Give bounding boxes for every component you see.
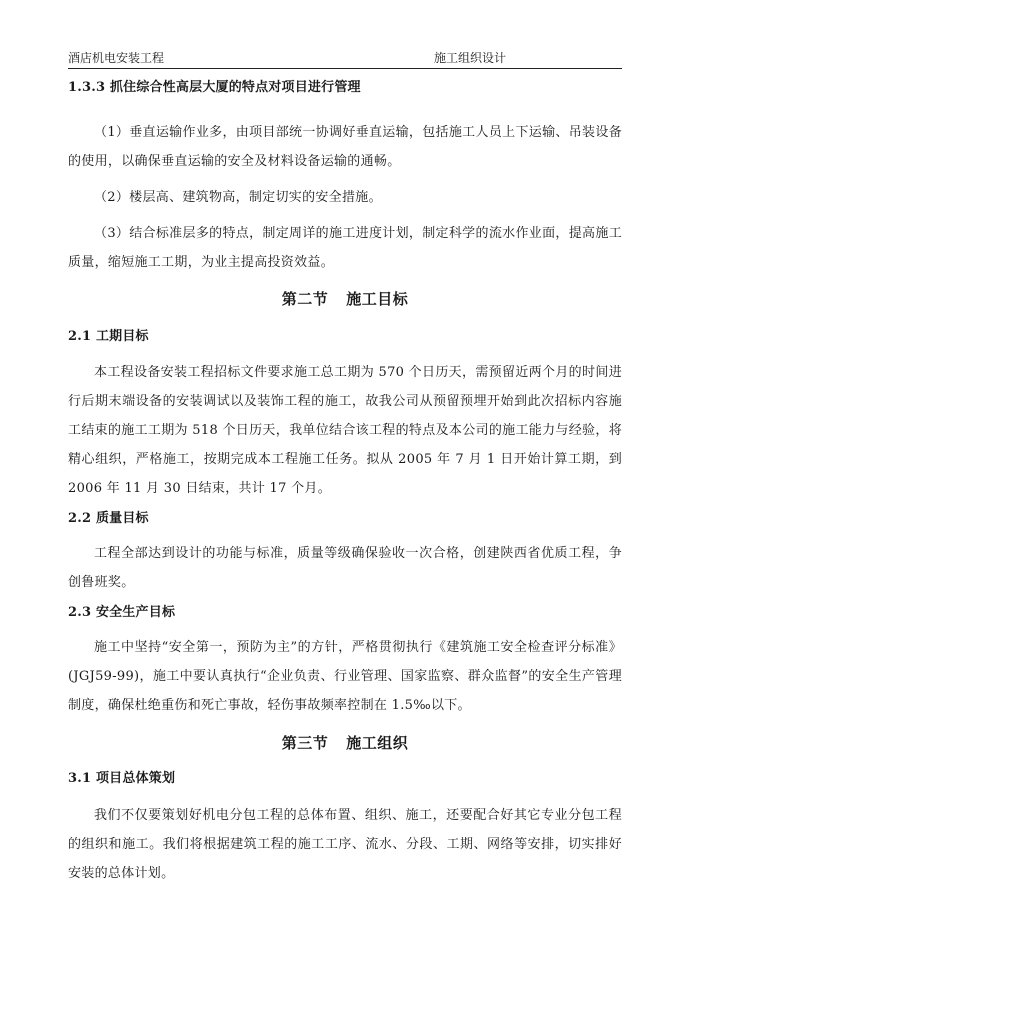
section-2-name: 施工目标 xyxy=(346,290,409,308)
heading-3-1: 3.1 项目总体策划 xyxy=(68,771,176,786)
header-document-type: 施工组织设计 xyxy=(434,51,507,65)
header-project-name: 酒店机电安装工程 xyxy=(68,51,165,65)
section-2-title xyxy=(68,287,622,311)
document-page xyxy=(68,48,622,888)
paragraph-1-3-3-item-1: （1）垂直运输作业多，由项目部统一协调好垂直运输，包括施工人员上下运输、吊装设备的使用，以确保垂直运输的安全及材料设备运输的通畅。 xyxy=(68,125,622,169)
section-3-title xyxy=(68,731,622,755)
section-2-number: 第二节 xyxy=(281,290,329,308)
heading-2-2: 2.2 质量目标 xyxy=(68,511,149,526)
heading-1-3-3: 1.3.3 抓住综合性高层大厦的特点对项目进行管理 xyxy=(68,80,361,95)
section-3-name: 施工组织 xyxy=(346,734,409,752)
paragraph-3-1: 我们不仅要策划好机电分包工程的总体布置、组织、施工，还要配合好其它专业分包工程的组织和施工。我们将根据建筑工程的施工工序、流水、分段、工期、网络等安排，切实排好安装的总体计划。 xyxy=(68,808,622,881)
heading-2-3: 2.3 安全生产目标 xyxy=(68,605,176,620)
heading-2-1: 2.1 工期目标 xyxy=(68,329,149,344)
paragraph-2-2: 工程全部达到设计的功能与标准，质量等级确保验收一次合格，创建陕西省优质工程，争创鲁班奖。 xyxy=(68,546,622,590)
page-header xyxy=(68,48,622,69)
section-3-number: 第三节 xyxy=(281,734,329,752)
paragraph-1-3-3-item-2: （2）楼层高、建筑物高，制定切实的安全措施。 xyxy=(94,190,382,205)
paragraph-2-1: 本工程设备安装工程招标文件要求施工总工期为 570 个日历天，需预留近两个月的时间进行后期末端设备的安装调试以及装饰工程的施工，故我公司从预留预埋开始到此次招标内容施工结束的施工工期为 518 个日历天，我单位结合该工程的特点及本公司的施工能力与经验，将精心组织，严格施工，按期完成本工程施工任务。拟从 2005 年 7 月 1 日开始计算工期，到 2006 年 11 月 30 日结束，共计 17 个月。 xyxy=(68,365,622,496)
paragraph-2-3: 施工中坚持“安全第一，预防为主”的方针，严格贯彻执行《建筑施工安全检查评分标准》(JGJ59-99)，施工中要认真执行“企业负责、行业管理、国家监察、群众监督”的安全生产管理制度，确保杜绝重伤和死亡事故，轻伤事故频率控制在 1.5‰以下。 xyxy=(68,640,622,713)
paragraph-1-3-3-item-3: （3）结合标准层多的特点，制定周详的施工进度计划，制定科学的流水作业面，提高施工质量，缩短施工工期，为业主提高投资效益。 xyxy=(68,226,622,270)
